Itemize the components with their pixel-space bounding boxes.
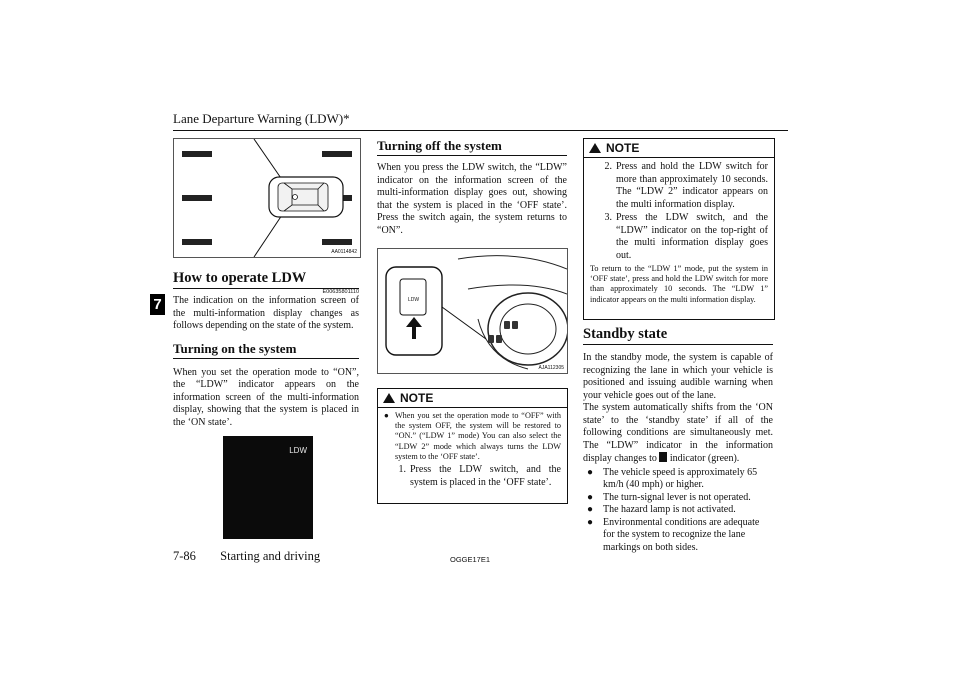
figure-code: AA0114842 [331, 249, 357, 255]
document-code: OGGE17E1 [450, 555, 491, 564]
ldw-indicator-text: LDW [289, 446, 307, 455]
dashboard-illustration [378, 249, 567, 373]
step-number: 3. [604, 212, 612, 223]
standby-paragraph-2 [583, 402, 773, 466]
note-step-2 [590, 161, 768, 211]
standby-text-b: indicator (green). [669, 453, 740, 464]
warning-hand-icon [588, 142, 602, 154]
note-bullet-text: When you set the operation mode to “OFF” with the system OFF, the system will be restored to “ON.” (“LDW 1” mode) You can also select the “LDW 2” mode which always turns the LDW system to the ‘OFF state’. [394, 411, 561, 461]
section-code: E00635801110 [322, 289, 359, 295]
page-footer [173, 549, 320, 564]
step-text: Press the LDW switch, and the “LDW” indicator on the top-right of the multi information display goes out. [616, 212, 768, 261]
list-item-text: The hazard lamp is not activated. [603, 504, 736, 515]
heading-standby: Standby state [583, 326, 773, 345]
heading-how-to-operate: How to operate LDW [173, 270, 359, 289]
chapter-tab: 7 [150, 294, 165, 315]
bullet-icon: ● [384, 411, 389, 420]
ldw-display-image [223, 436, 313, 539]
note-tail: To return to the “LDW 1” mode, put the system in ‘OFF state’, press and hold the LDW switch for more than approximately 10 seconds. The “LDW 1” indicator appears on the multi information display. [590, 264, 768, 304]
note-label: NOTE [400, 391, 434, 405]
car-lane-figure [173, 138, 361, 258]
step-number: 1. [398, 464, 406, 476]
figure-code-2: AJA112305 [538, 365, 564, 371]
list-item [583, 517, 773, 555]
note-box-right [583, 138, 775, 320]
turning-off-paragraph: When you press the LDW switch, the “LDW” indicator on the information screen of the multi-information display goes out, showing that the system is placed in the ‘OFF state’. Press the switch again, the system returns to “ON”. [377, 162, 567, 236]
standby-text-a: The system automatically shifts from the ‘ON state’ to the ‘standby state’ if all of the following conditions are simultaneously met. The “LDW” indicator in the information display changes to [583, 402, 773, 464]
running-header: Lane Departure Warning (LDW)* [173, 111, 350, 126]
note-step-1 [384, 464, 561, 489]
intro-paragraph: The indication on the information screen of the multi-information display changes as follows depending on the state of the system. [173, 295, 359, 331]
note-bullet [384, 411, 561, 462]
list-item [583, 504, 773, 517]
note-step-3 [590, 212, 768, 262]
list-item [583, 492, 773, 505]
list-item-text: Environmental conditions are adequate for the system to recognize the lane markings on both sides. [603, 516, 760, 553]
list-item [583, 467, 773, 492]
switch-label: LDW [408, 297, 420, 303]
bullet-icon: ● [586, 516, 594, 528]
page-number: 7-86 [173, 549, 196, 563]
bullet-icon: ● [586, 504, 594, 515]
note-label: NOTE [606, 141, 640, 155]
heading-turning-on: Turning on the system [173, 341, 359, 359]
standby-indicator-icon [659, 452, 667, 462]
standby-paragraph-1: In the standby mode, the system is capable of recognizing the lane in which your vehicle is positioned and issuing audible warning when your vehicle goes out of the lane. [583, 352, 773, 401]
car-lane-illustration [174, 139, 360, 257]
note-header-right [584, 139, 774, 158]
bullet-icon: ● [586, 466, 594, 478]
step-text: Press the LDW switch, and the system is placed in the ‘OFF state’. [410, 464, 561, 488]
warning-hand-icon [382, 392, 396, 404]
list-item-text: The turn-signal lever is not operated. [603, 491, 751, 503]
section-name: Starting and driving [220, 549, 321, 563]
step-text: Press and hold the LDW switch for more than approximately 10 seconds. The “LDW 2” indicator appears on the multi information display. [616, 161, 768, 210]
ldw-switch-figure [377, 248, 568, 374]
header-rule [173, 130, 788, 131]
heading-turning-off: Turning off the system [377, 138, 567, 156]
conditions-list [583, 467, 773, 555]
note-header [378, 389, 567, 408]
bullet-icon: ● [586, 491, 594, 503]
step-number: 2. [604, 161, 612, 172]
note-box-middle [377, 388, 568, 504]
list-item-text: The vehicle speed is approximately 65 km/h (40 mph) or higher. [603, 466, 758, 490]
turning-on-paragraph: When you set the operation mode to “ON”, the “LDW” indicator appears on the information screen of the multi-information display, showing that the system is placed in the ‘ON state’. [173, 366, 359, 428]
